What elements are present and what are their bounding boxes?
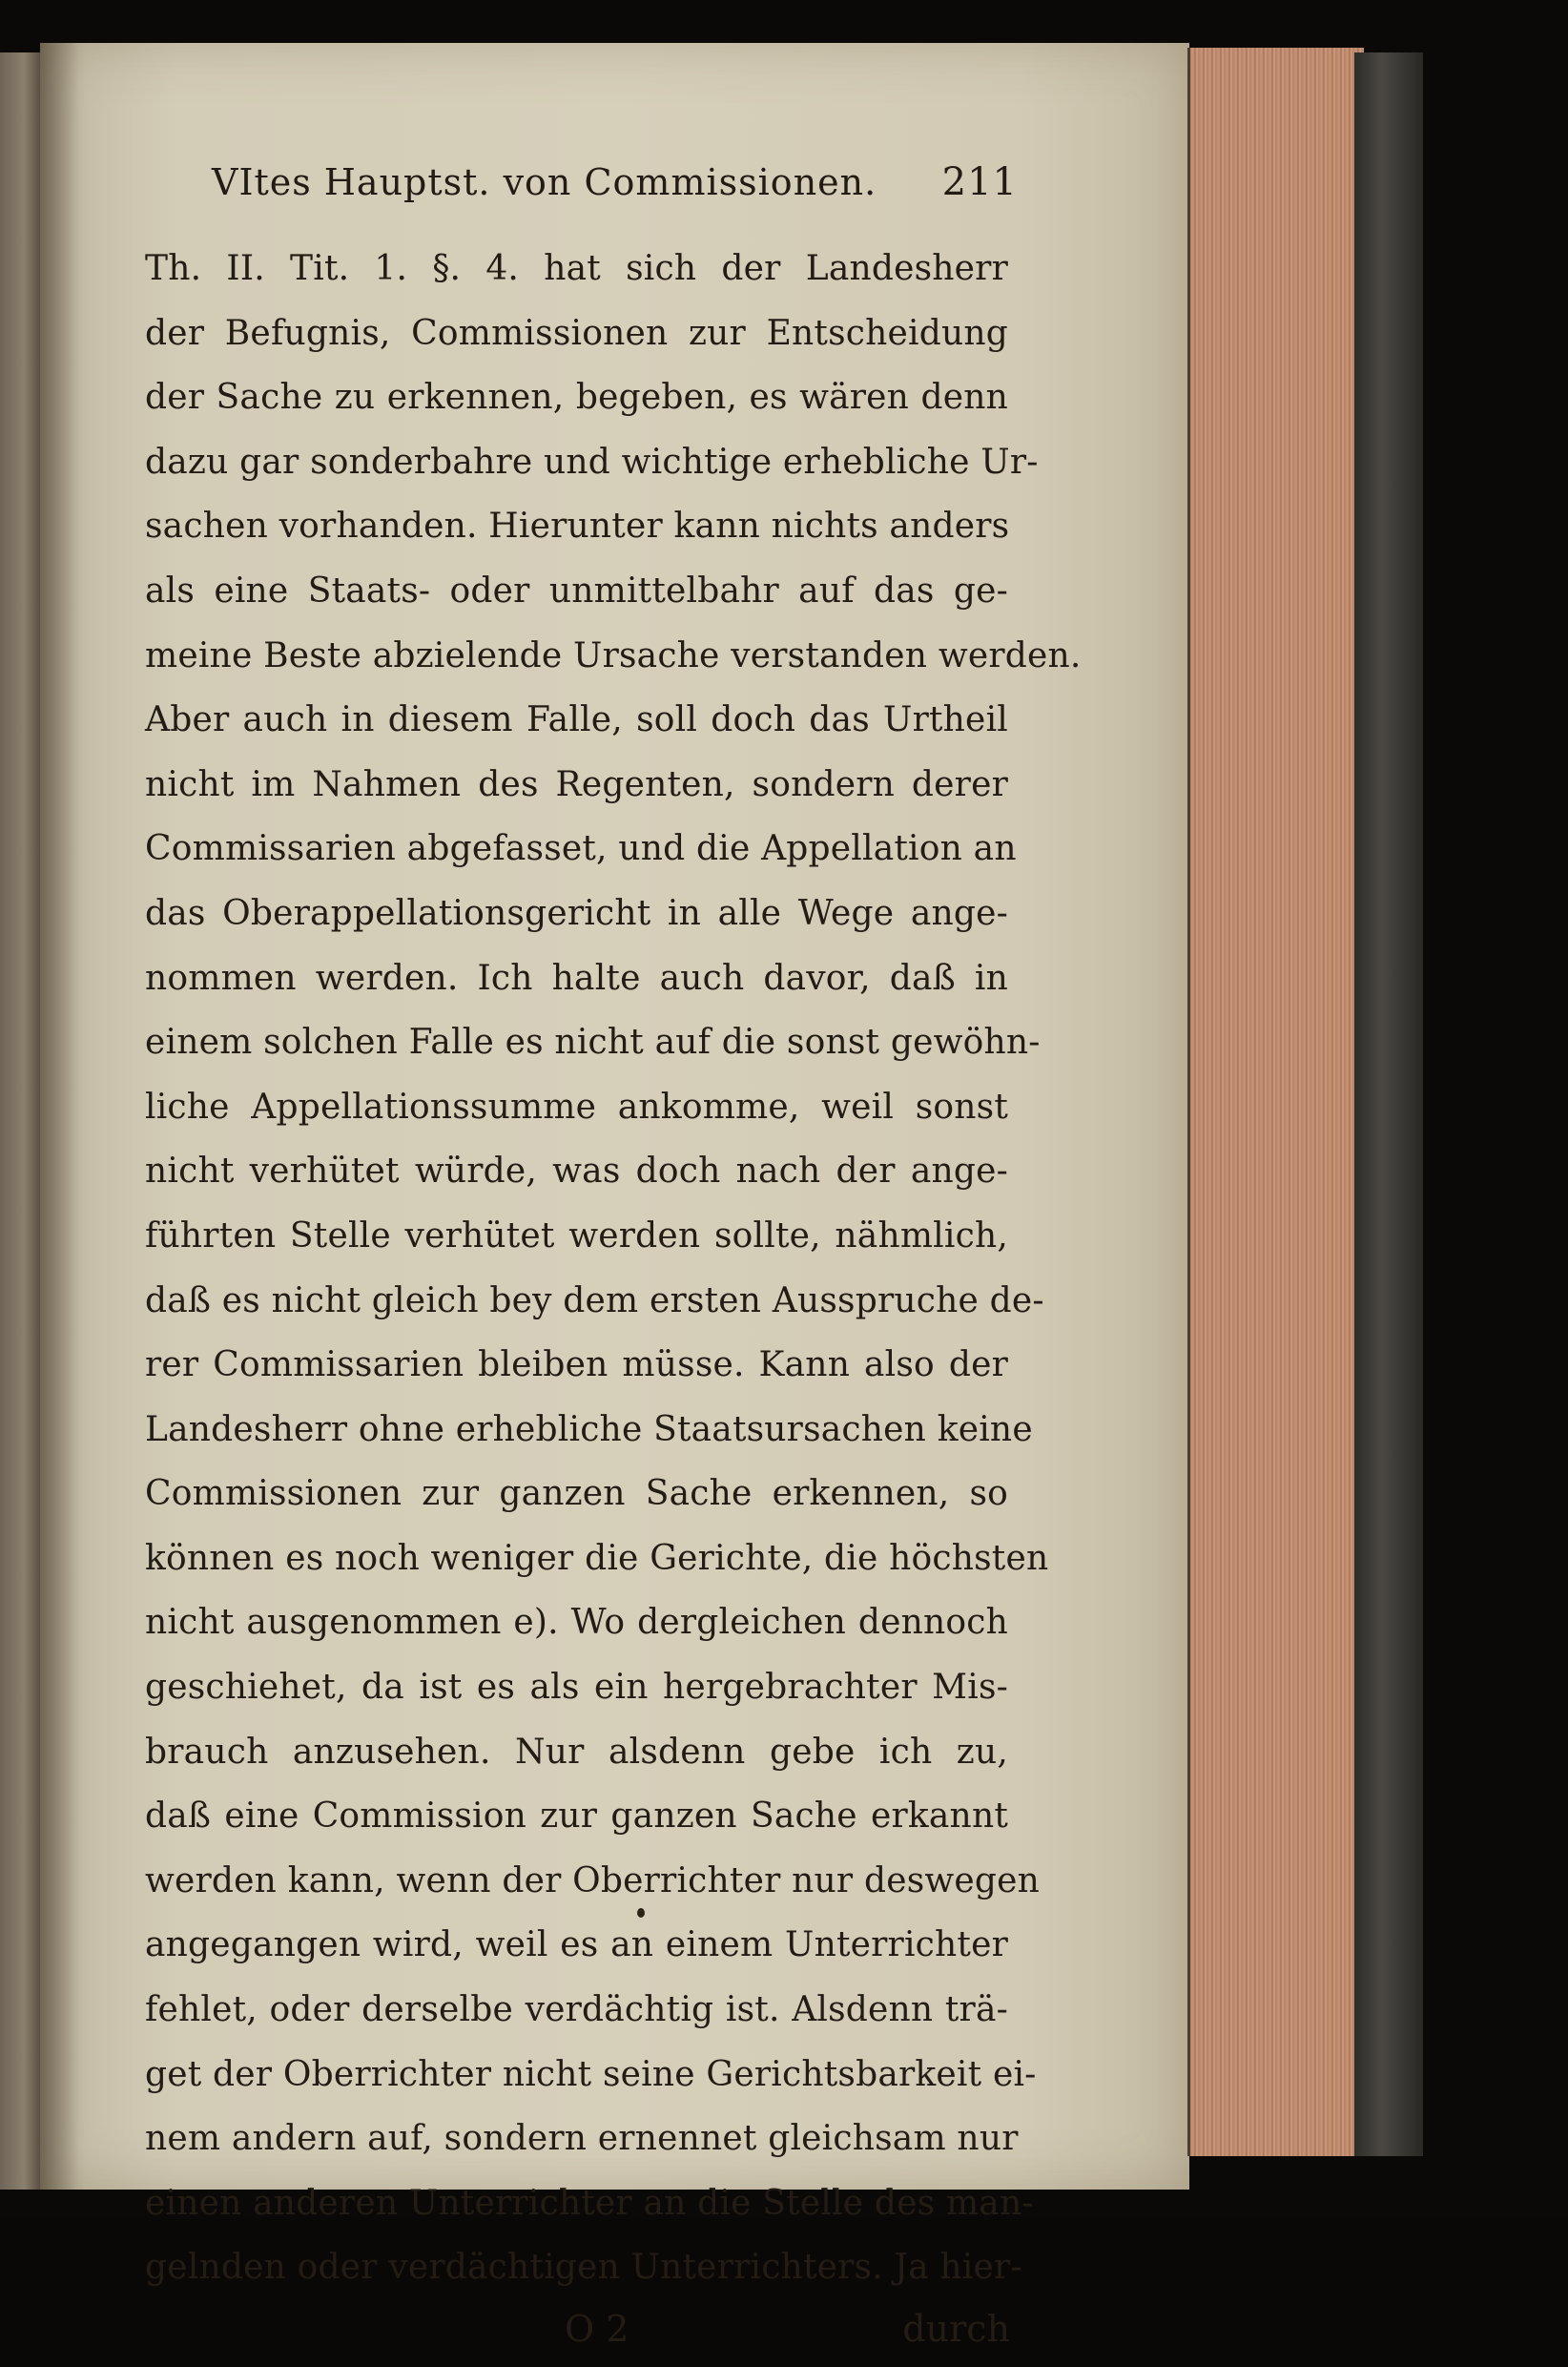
body-text — [145, 237, 1082, 2300]
text-line: sachen vorhanden. Hierunter kann nichts anders — [145, 507, 1010, 547]
text-line: nommen werden. Ich halte auch davor, daß in — [145, 958, 1008, 998]
page-content — [145, 160, 1082, 2367]
text-line: werden kann, wenn der Oberrichter nur deswegen — [145, 1860, 1041, 1900]
running-title: VItes Hauptst. von Commissionen. — [212, 161, 877, 203]
text-line: einem solchen Falle es nicht auf die sonst gewöhn- — [145, 1023, 1041, 1063]
text-line: daß es nicht gleich bey dem ersten Ausspruche de- — [145, 1280, 1044, 1320]
text-line: angegangen wird, weil es an einem Unterrichter — [145, 1925, 1008, 1965]
text-line: nem andern auf, sondern ernennet gleichsam nur — [145, 2119, 1019, 2159]
text-line: daß eine Commission zur ganzen Sache erkannt — [145, 1796, 1008, 1837]
page-fore-edge — [1187, 48, 1364, 2156]
text-line: können es noch weniger die Gerichte, die höchsten — [145, 1538, 1049, 1578]
text-line: nicht im Nahmen des Regenten, sondern derer — [145, 764, 1008, 804]
text-line: das Oberappellationsgericht in alle Wege ange- — [145, 893, 1008, 933]
text-line: gelnden oder verdächtigen Unterrichters. Ja hier- — [145, 2248, 1022, 2288]
text-line: meine Beste abzielende Ursache verstanden werden. — [145, 635, 1082, 675]
catchword: durch — [902, 2308, 1010, 2350]
page-number: 211 — [941, 160, 1018, 204]
text-line: brauch anzusehen. Nur alsdenn gebe ich zu, — [145, 1732, 1008, 1772]
text-line: liche Appellationssumme ankomme, weil sonst — [145, 1087, 1008, 1127]
text-line: Landesherr ohne erhebliche Staatsursachen keine — [145, 1409, 1033, 1449]
text-line: Th. II. Tit. 1. §. 4. hat sich der Landesherr — [145, 249, 1008, 288]
text-line: fehlet, oder derselbe verdächtig ist. Alsdenn trä- — [145, 1990, 1008, 2030]
text-line: der Befugnis, Commissionen zur Entscheidung — [145, 313, 1008, 353]
gutter-shadow — [40, 43, 78, 2190]
text-line: der Sache zu erkennen, begeben, es wären denn — [145, 378, 1008, 418]
text-line: führten Stelle verhütet werden sollte, nähmlich, — [145, 1215, 1008, 1256]
text-line: nicht verhütet würde, was doch nach der ange- — [145, 1152, 1008, 1192]
running-header — [212, 160, 1018, 237]
text-line: einen anderen Unterrichter an die Stelle des man- — [145, 2183, 1034, 2223]
text-line: Commissarien abgefasset, und die Appellation an — [145, 829, 1017, 869]
text-line: Aber auch in diesem Falle, soll doch das Urtheil — [145, 700, 1008, 740]
signature-mark: O 2 — [565, 2308, 629, 2350]
page-footer — [145, 2300, 1008, 2367]
text-line: Commissionen zur ganzen Sache erkennen, so — [145, 1474, 1008, 1514]
text-line: geschiehet, da ist es als ein hergebrachter Mis- — [145, 1668, 1008, 1708]
text-line: dazu gar sonderbahre und wichtige erhebliche Ur- — [145, 442, 1039, 482]
ink-spot — [637, 1908, 645, 1918]
text-line: get der Oberrichter nicht seine Gerichtsbarkeit ei- — [145, 2054, 1037, 2094]
text-line: nicht ausgenommen e). Wo dergleichen dennoch — [145, 1603, 1008, 1643]
facing-page-edge — [0, 52, 42, 2190]
text-line: rer Commissarien bleiben müsse. Kann also der — [145, 1345, 1008, 1385]
book-cover-edge — [1354, 52, 1423, 2156]
text-line: als eine Staats- oder unmittelbahr auf das ge- — [145, 571, 1008, 611]
